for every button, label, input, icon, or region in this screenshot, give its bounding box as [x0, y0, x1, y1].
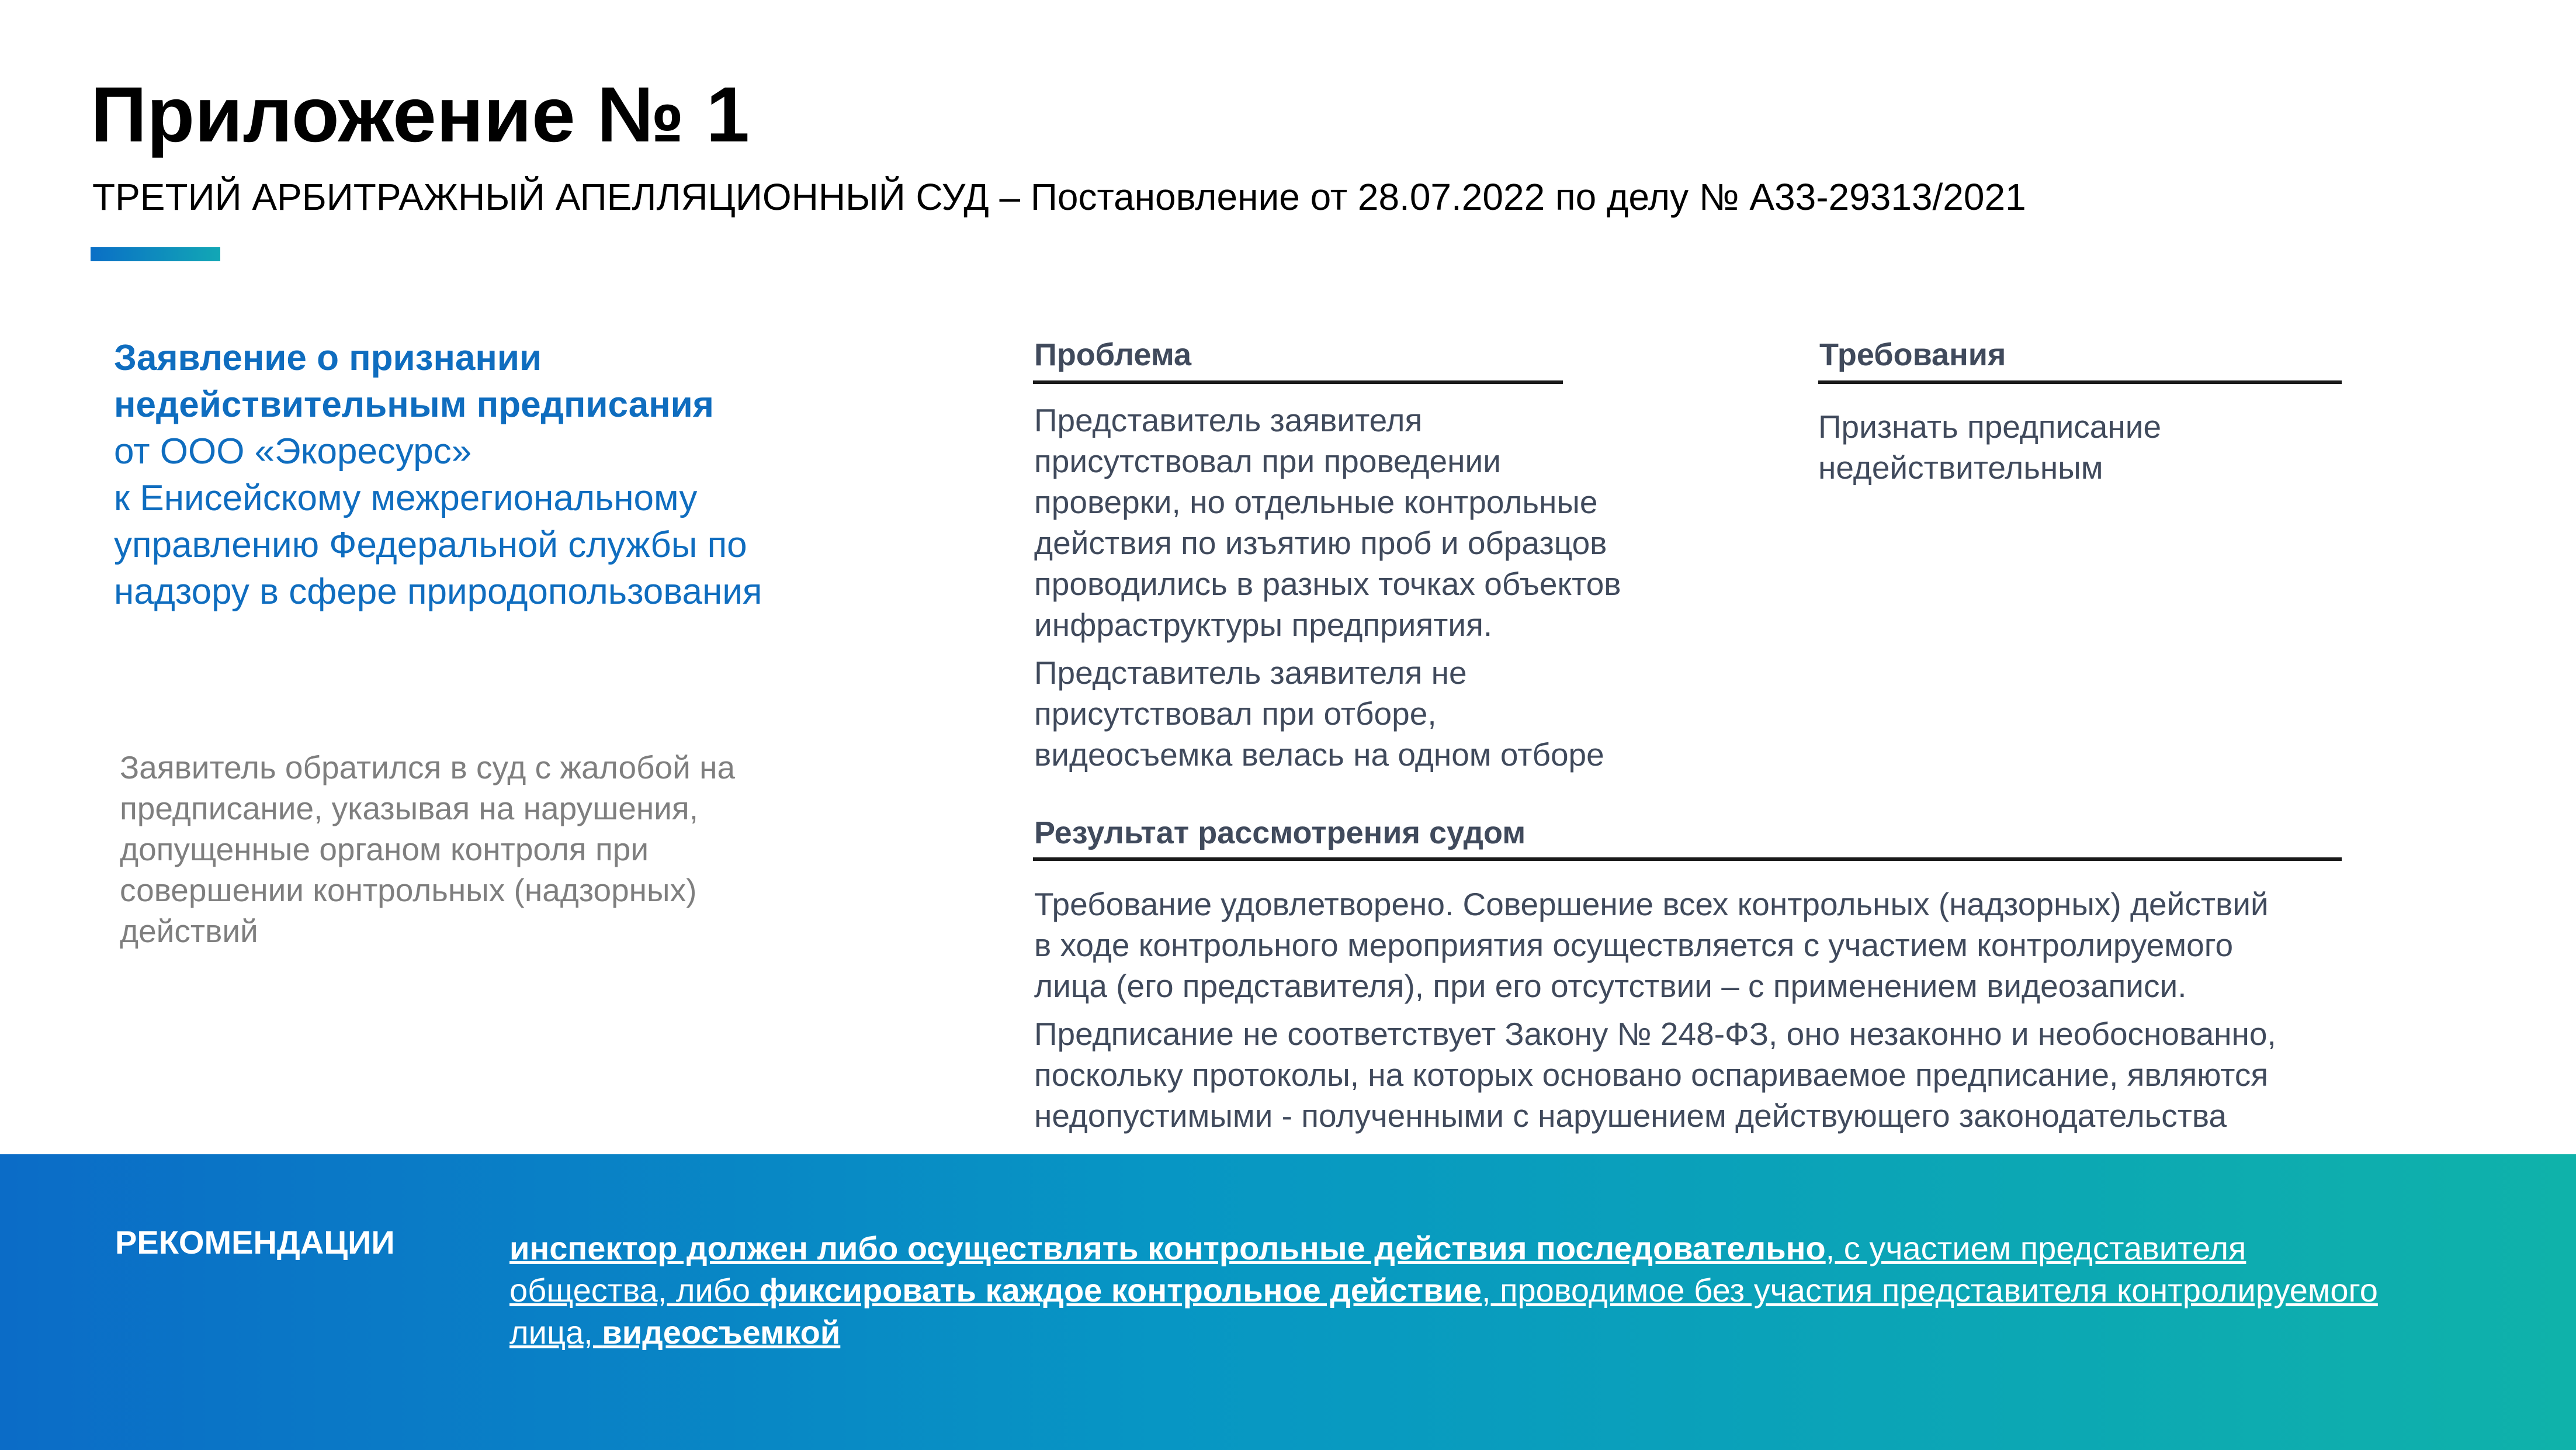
recommendation-fragment: , с участием представителя	[1825, 1230, 2246, 1266]
page-title: Приложение № 1	[91, 71, 750, 158]
recommendation-line	[509, 1311, 2496, 1354]
recommendation-fragment: лица,	[509, 1314, 602, 1351]
claim-note	[120, 747, 850, 951]
problem-line: видеосъемка велась на одном отборе	[1034, 736, 1604, 773]
result-text	[1034, 884, 2276, 1136]
claim-line: управлению Федеральной службы по	[114, 525, 747, 565]
result-heading: Результат рассмотрения судом	[1034, 815, 1526, 850]
recommendation-line	[509, 1269, 2496, 1311]
result-divider	[1033, 857, 2342, 861]
result-line: в ходе контрольного мероприятия осуществляется с участием контролируемого	[1034, 927, 2234, 963]
requirements-line: Признать предписание	[1818, 409, 2162, 445]
problem-line: Представитель заявителя	[1034, 402, 1423, 438]
recommendation-fragment: общества, либо	[509, 1272, 760, 1309]
problem-line: присутствовал при отборе,	[1034, 695, 1437, 732]
result-line: Предписание не соответствует Закону № 248-ФЗ, оно незаконно и необоснованно,	[1034, 1016, 2276, 1052]
recommendation-fragment: , проводимое без участия представителя контролируемого	[1482, 1272, 2378, 1309]
recommendation-emphasis: инспектор должен либо осуществлять контрольные действия последовательно	[509, 1230, 1826, 1266]
problem-heading: Проблема	[1034, 337, 1191, 372]
problem-divider	[1033, 380, 1563, 384]
note-line: действий	[120, 913, 258, 949]
requirements-heading: Требования	[1819, 337, 2006, 372]
problem-line: проводились в разных точках объектов	[1034, 566, 1621, 602]
result-line: недопустимыми - полученными с нарушением действующего законодательства	[1034, 1098, 2227, 1134]
problem-line: действия по изъятию проб и образцов	[1034, 525, 1607, 561]
page-subtitle: ТРЕТИЙ АРБИТРАЖНЫЙ АПЕЛЛЯЦИОННЫЙ СУД – Постановление от 28.07.2022 по делу № А33-29313/2021	[92, 176, 2026, 218]
claim-bold-line: недействительным предписания	[114, 385, 714, 425]
note-line: предписание, указывая на нарушения,	[120, 790, 698, 826]
note-line: совершении контрольных (надзорных)	[120, 872, 697, 908]
problem-text	[1034, 400, 1621, 775]
recommendation-line	[509, 1227, 2496, 1269]
claim-line: к Енисейскому межрегиональному	[114, 478, 698, 518]
problem-line: присутствовал при проведении	[1034, 443, 1501, 479]
result-line: Требование удовлетворено. Совершение всех контрольных (надзорных) действий	[1034, 886, 2269, 922]
claim-line: от ООО «Экоресурс»	[114, 431, 472, 472]
problem-line: инфраструктуры предприятия.	[1034, 607, 1493, 643]
requirements-text	[1818, 406, 2161, 488]
problem-line: проверки, но отдельные контрольные	[1034, 484, 1598, 520]
recommendations-text	[509, 1227, 2496, 1354]
requirements-line: недействительным	[1818, 449, 2103, 486]
result-line: поскольку протоколы, на которых основано оспариваемое предписание, являются	[1034, 1057, 2269, 1093]
claim-line: надзору в сфере природопользования	[114, 572, 762, 612]
claim-bold-line: Заявление о признании	[114, 338, 542, 378]
title-accent-bar	[91, 247, 220, 261]
result-line: лица (его представителя), при его отсутствии – с применением видеозаписи.	[1034, 968, 2187, 1004]
requirements-divider	[1818, 380, 2342, 384]
claim-block	[114, 335, 990, 615]
problem-line: Представитель заявителя не	[1034, 655, 1467, 691]
recommendation-emphasis: фиксировать каждое контрольное действие	[759, 1272, 1482, 1309]
note-line: Заявитель обратился в суд с жалобой на	[120, 749, 736, 785]
note-line: допущенные органом контроля при	[120, 831, 649, 867]
recommendation-emphasis: видеосъемкой	[602, 1314, 841, 1351]
recommendations-label: РЕКОМЕНДАЦИИ	[115, 1224, 395, 1261]
